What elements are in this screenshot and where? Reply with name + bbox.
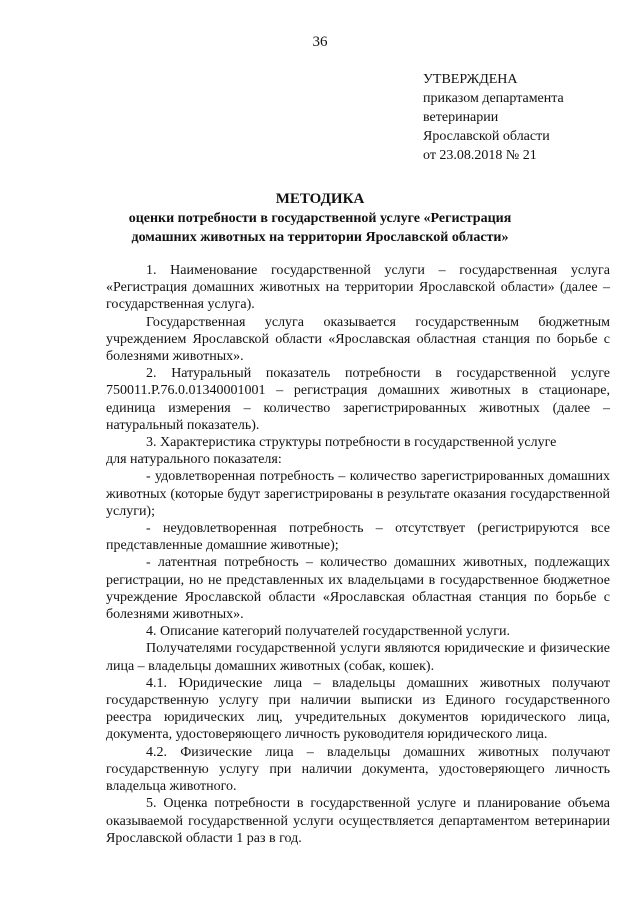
paragraph: 4.2. Физические лица – владельцы домашних животных получают государственную услугу при наличии документа, удостоверяющего личность владельца животного. bbox=[106, 744, 610, 795]
title-subtitle: оценки потребности в государственной услуге «Регистрация домашних животных на территории Ярославской области» bbox=[128, 211, 512, 245]
document-body bbox=[106, 262, 610, 847]
approval-line: от 23.08.2018 № 21 bbox=[423, 148, 537, 163]
paragraph: 3. Характеристика структуры потребности в государственной услуге bbox=[146, 435, 557, 451]
paragraph: 4. Описание категорий получателей государственной услуги. bbox=[146, 624, 510, 640]
page-number: 36 bbox=[312, 34, 328, 50]
approval-line: приказом департамента bbox=[423, 91, 564, 106]
paragraph: - латентная потребность – количество домашних животных, подлежащих регистрации, но не представленных их владельцами в государственное бюджетное учреждение Ярославской области «Ярославская областная станция по борьбе с болезнями животных». bbox=[106, 555, 610, 623]
paragraph: 2. Натуральный показатель потребности в государственной услуге 750011.Р.76.0.01340001001 – регистрация домашних животных в стационаре, единица измерения – количество зарегистрированных животных (далее – натуральный показатель). bbox=[106, 366, 610, 433]
paragraph: 1. Наименование государственной услуги – государственная услуга «Регистрация домашних животных на территории Ярославской области» (далее – государственная услуга). bbox=[106, 263, 610, 313]
document-title bbox=[100, 190, 540, 247]
paragraph: - удовлетворенная потребность – количество зарегистрированных домашних животных (которые будут зарегистрированы в результате оказания государственной услуги); bbox=[106, 469, 610, 519]
approval-line: Ярославской области bbox=[423, 129, 550, 144]
paragraph: Государственная услуга оказывается государственным бюджетным учреждением Ярославской области «Ярославская областная станция по борьбе с болезнями животных». bbox=[106, 314, 610, 365]
approval-stamp bbox=[423, 70, 564, 165]
paragraph: Получателями государственной услуги являются юридические и физические лица – владельцы домашних животных (собак, кошек). bbox=[106, 641, 610, 674]
title-main: МЕТОДИКА bbox=[275, 191, 365, 207]
approval-line: УТВЕРЖДЕНА bbox=[423, 72, 518, 87]
approval-line: ветеринарии bbox=[423, 110, 499, 125]
paragraph: - неудовлетворенная потребность – отсутствует (регистрируются все представленные домашние животные); bbox=[106, 521, 610, 554]
paragraph: 5. Оценка потребности в государственной услуге и планирование объема оказываемой государственной услуги осуществляется департаментом ветеринарии Ярославской области 1 раз в год. bbox=[106, 796, 610, 846]
paragraph: для натурального показателя: bbox=[106, 452, 282, 468]
paragraph: 4.1. Юридические лица – владельцы домашних животных получают государственную услугу при наличии выписки из Единого государственного реестра юридических лиц, учредительных документов юридического лица, документа, удостоверяющего личность руководителя юридического лица. bbox=[106, 675, 610, 743]
